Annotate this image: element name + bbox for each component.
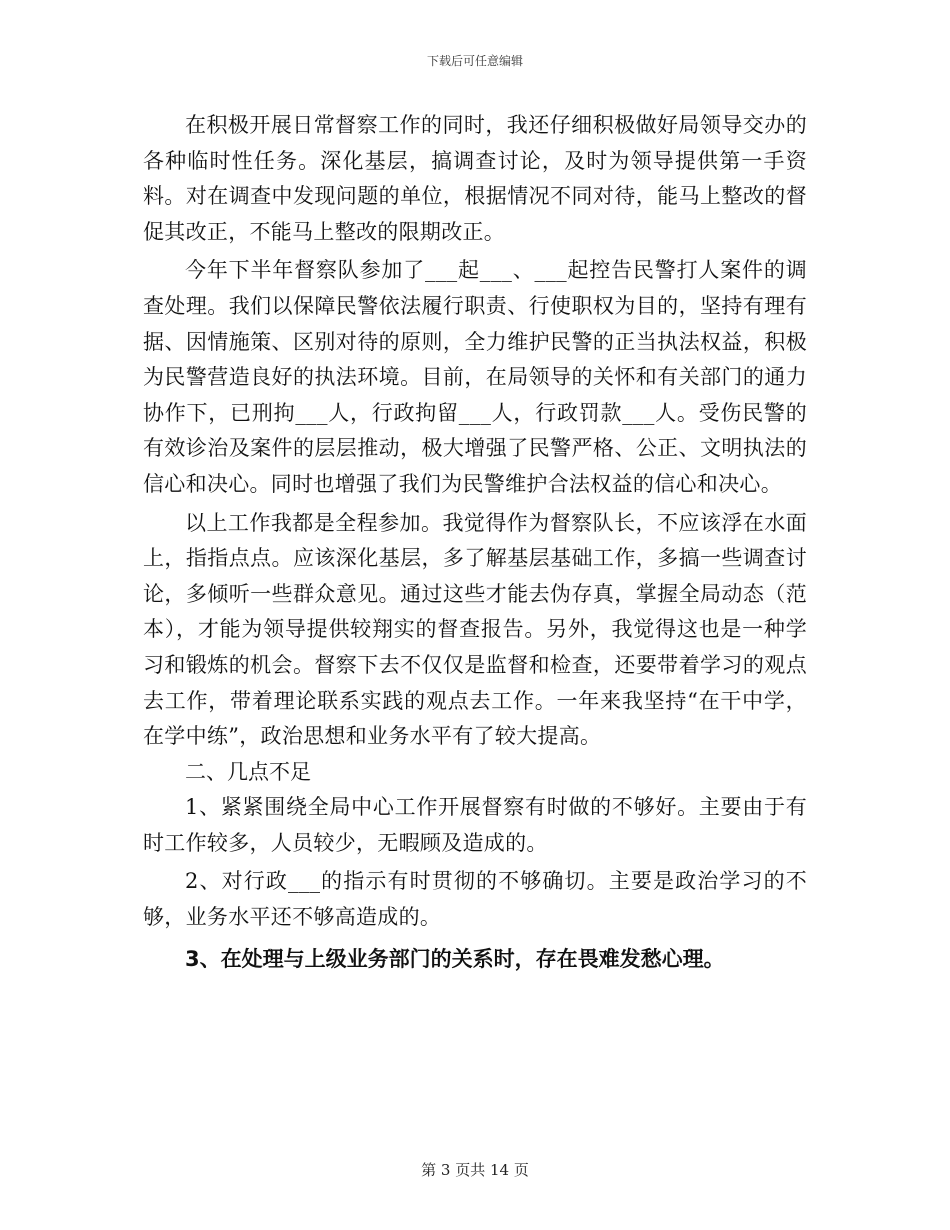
page-header-note: 下载后可任意编辑 [426,54,523,68]
paragraph-participation: 以上工作我都是全程参加。我觉得作为督察队长，不应该浮在水面上，指指点点。应该深化基层，多了解基层基础工作，多搞一些调查讨论，多倾听一些群众意见。通过这些才能去伪存真，掌握全局动态（范本），才能为领导提供较翔实的督查报告。另外，我觉得这也是一种学习和锻炼的机会。督察下去不仅仅是监督和检查，还要带着学习的观点去工作，带着理论联系实践的观点去工作。一年来我坚持“在干中学，在学中练”，政治思想和业务水平有了较大提高。 [143,510,807,749]
paragraph-daily-supervision: 在积极开展日常督察工作的同时，我还仔细积极做好局领导交办的各种临时性任务。深化基层，搞调查讨论，及时为领导提供第一手资料。对在调查中发现问题的单位，根据情况不同对待，能马上整改的督促其改正，不能马上整改的限期改正。 [143,113,807,244]
shortcoming-item-1: 1、紧紧围绕全局中心工作开展督察有时做的不够好。主要由于有时工作较多，人员较少，无暇顾及造成的。 [143,795,807,855]
shortcoming-item-3: 3、在处理与上级业务部门的关系时，存在畏难发愁心理。 [185,946,725,971]
document-body [143,108,807,977]
page-footer-number: 第 3 页共 14 页 [421,1161,529,1179]
section-heading-shortcomings: 二、几点不足 [185,759,311,784]
shortcoming-item-2: 2、对行政___的指示有时贯彻的不够确切。主要是政治学习的不够，业务水平还不够高造成的。 [143,869,807,930]
paragraph-case-handling: 今年下半年督察队参加了___起___、___起控告民警打人案件的调查处理。我们以保障民警依法履行职责、行使职权为目的，坚持有理有据、因情施策、区别对待的原则，全力维护民警的正当执法权益，积极为民警营造良好的执法环境。目前，在局领导的关怀和有关部门的通力协作下，已刑拘___人，行政拘留___人，行政罚款___人。受伤民警的有效诊治及案件的层层推动，极大增强了民警严格、公正、文明执法的信心和决心。同时也增强了我们为民警维护合法权益的信心和决心。 [143,258,807,496]
